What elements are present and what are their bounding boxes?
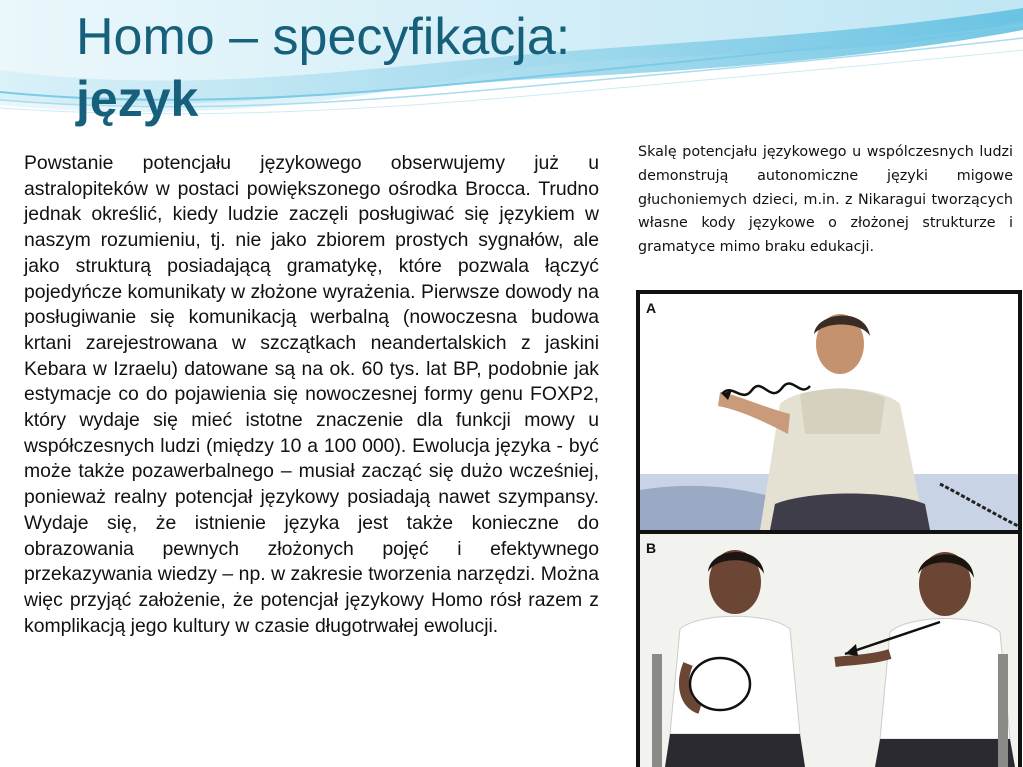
sign-language-photo <box>636 290 1022 767</box>
title-line-1: Homo – specyfikacja: <box>76 8 571 66</box>
figure-caption: Skalę potencjału językowego u wspólczesnych ludzi demonstrują autonomiczne języki migowe głuchoniemych dzieci, m.in. z Nikaragui tworzących własne kody językowe o złożonej strukturze i gramatyce mimo braku edukacji. <box>638 144 1013 256</box>
photo-panel-a <box>640 294 1018 530</box>
panel-b-label: B <box>646 540 657 556</box>
title-line-2: język <box>76 71 199 127</box>
panel-a-label: A <box>646 300 657 316</box>
slide-title <box>76 6 570 130</box>
boy-signing-illustration <box>640 294 1018 530</box>
main-body-text: Powstanie potencjału językowego obserwujemy już u astralopiteków w postaci powiększonego ośrodka Brocca. Trudno jednak określić, kiedy ludzie zaczęli posługiwać się językiem w naszym rozumieniu, tj. nie jako zbiorem prostych sygnałów, ale jako strukturą posiadającą gramatykę, które pozwala łączyć pojedyńcze komunikaty w złożone wyrażenia. Pierwsze dowody na posługiwanie się komunikacją werbalną (nowoczesna budowa krtani zarejestrowana w szczątkach neandertalskich z jaskini Kebara w Izraelu) datowane są na ok. 60 tys. lat BP, podobnie jak estymacje co do pojawienia się nowoczesnej formy genu FOXP2, który wydaje się mieć istotne znaczenie dla funkcji mowy u współczesnych ludzi (między 10 a 100 000). Ewolucja języka - być może także pozawerbalnego – musiał zacząć się dużo wcześniej, ponieważ realny potencjał językowy posiadają nawet szympansy. Wydaje się, że istnienie języka jest także konieczne do obrazowania pewnych złożonych pojęć i efektywnego przekazywania wiedzy – np. w zakresie tworzenia narzędzi. Można więc przyjąć założenie, że potencjał językowy Homo rósł razem z komplikacją jego kultury w czasie długotrwałej ewolucji. <box>24 152 599 637</box>
photo-panel-b <box>640 534 1018 767</box>
boys-signing-illustration <box>640 534 1018 767</box>
